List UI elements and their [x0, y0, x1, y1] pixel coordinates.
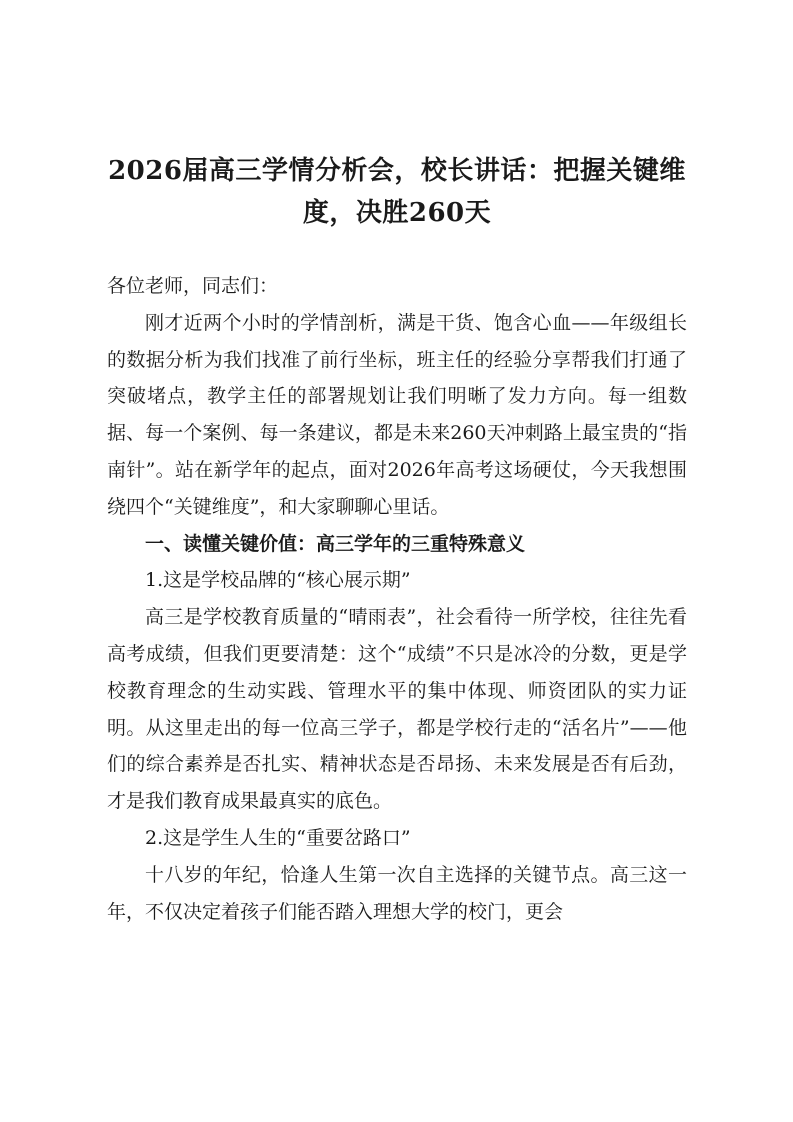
salutation: 各位老师，同志们：	[107, 275, 279, 297]
paragraph-school-brand: 高三是学校教育质量的“晴雨表”，社会看待一所学校，往往先看高考成绩，但我们更要清楚：这个“成绩”不只是冰冷的分数，更是学校教育理念的生动实践、管理水平的集中体现、师资团队的实力证明。从这里走出的每一位高三学子，都是学校行走的“活名片”——他们的综合素养是否扎实、精神状态是否昂扬、未来发展是否有后劲，才是我们教育成果最真实的底色。	[107, 606, 687, 813]
subheading-2: 2.这是学生人生的“重要岔路口”	[145, 826, 411, 849]
paragraph-student-crossroads: 十八岁的年纪，恰逢人生第一次自主选择的关键节点。高三这一年，不仅决定着孩子们能否踏入理想大学的校门，更会	[107, 863, 687, 923]
document-title: 2026届高三学情分析会，校长讲话：把握关键维度，决胜260天	[108, 156, 686, 228]
paragraph-intro: 刚才近两个小时的学情剖析，满是干货、饱含心血——年级组长的数据分析为我们找准了前行坐标，班主任的经验分享帮我们打通了突破堵点，教学主任的部署规划让我们明晰了发力方向。每一组数据、每一个案例、每一条建议，都是未来260天冲刺路上最宝贵的“指南针”。站在新学年的起点，面对2026年高考这场硬仗，今天我想围绕四个“关键维度”，和大家聊聊心里话。	[107, 311, 687, 518]
document-body	[107, 268, 687, 930]
subheading-1: 1.这是学校品牌的“核心展示期”	[145, 569, 411, 592]
section-heading: 一、读懂关键价值：高三学年的三重特殊意义	[145, 532, 526, 555]
